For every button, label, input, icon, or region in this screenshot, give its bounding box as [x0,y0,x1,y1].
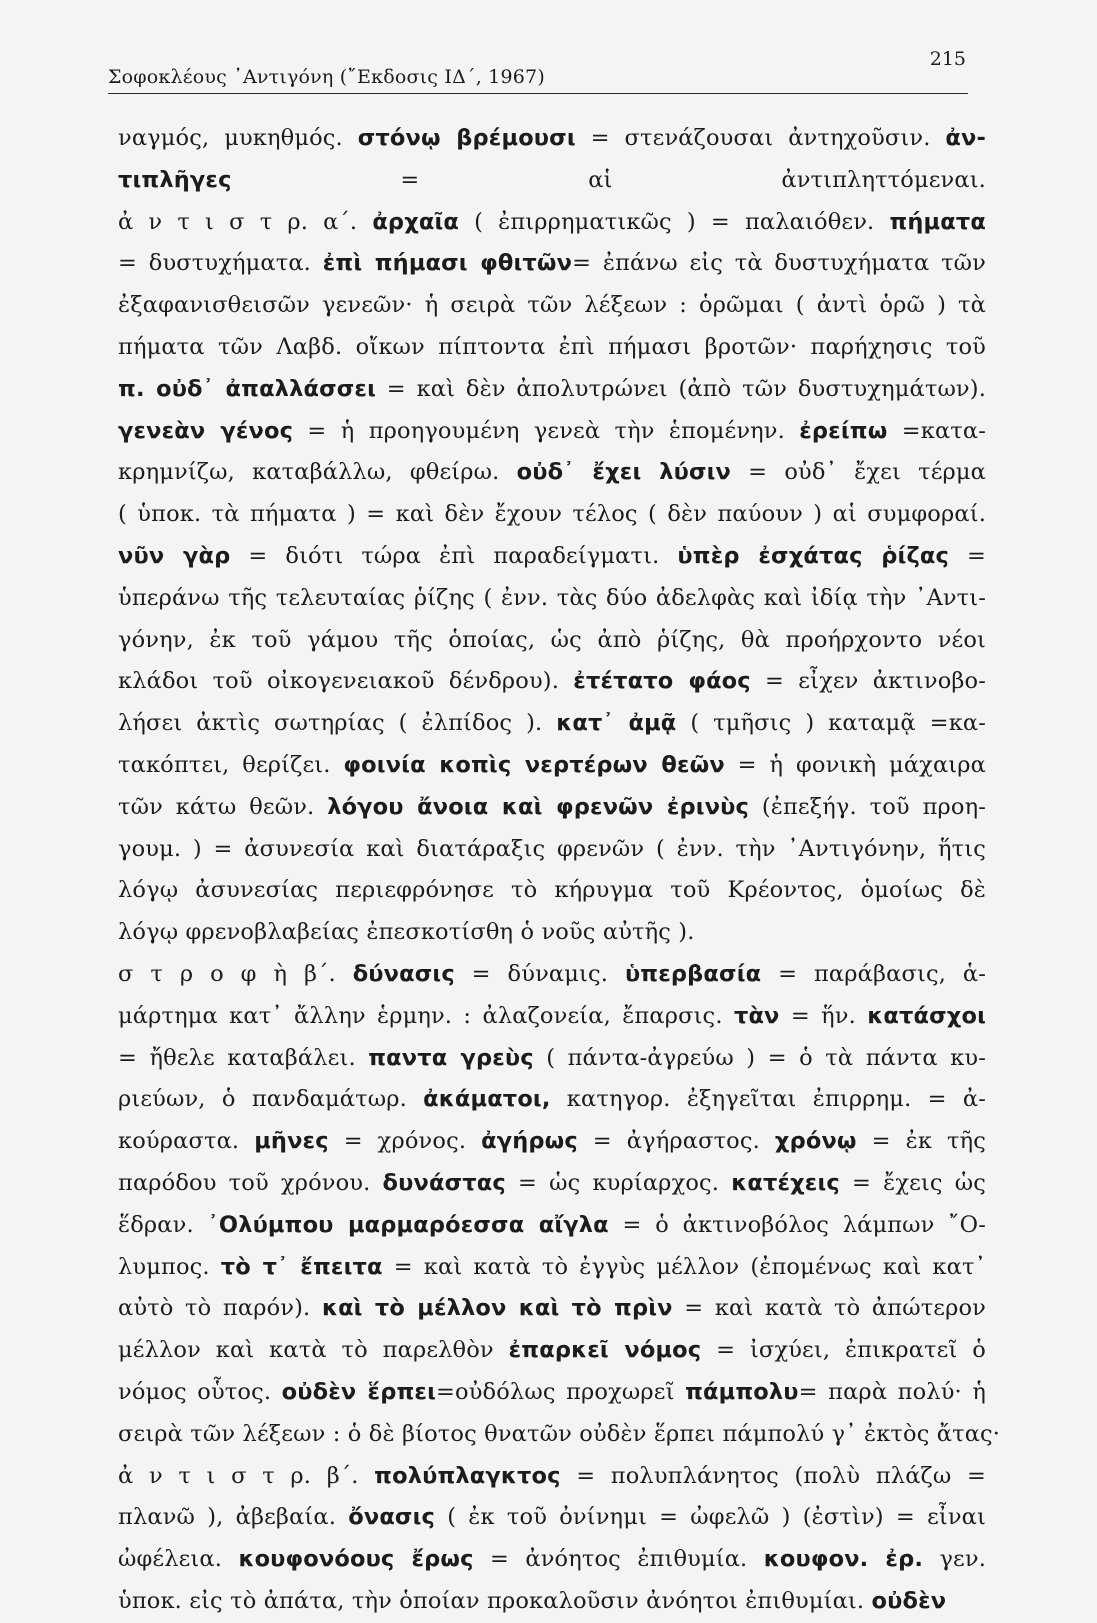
text-run: λόγῳ ἀσυνεσίας περιεφρόνησε τὸ κήρυγμα τοῦ Κρέοντος, ὁμοίως δὲ [118,877,986,904]
text-line [118,243,986,285]
text-line [118,912,986,954]
headword: ἀκάματοι, [423,1086,551,1113]
text-line [118,1414,1001,1456]
text-run: κρημνίζω, καταβάλλω, φθείρω. [118,459,517,486]
text-run: = πολυπλάνητος (πολὺ πλάζω = [560,1462,986,1489]
text-line [118,1079,986,1121]
text-run: ( ἐκ τοῦ ὀνίνημι = ὠφελῶ ) (ἐστὶν) = εἶναι [435,1504,986,1531]
running-header [108,48,968,90]
text-line [118,1372,986,1414]
text-line [118,870,986,912]
text-run: λόγῳ φρενοβλαβείας ἐπεσκοτίσθη ὁ νοῦς αὐτῆς ). [118,919,695,946]
headword: ὑπερβασία [624,960,762,987]
text-run: κατηγορ. ἐξηγεῖται ἐπιρρημ. = ἀ- [550,1086,986,1113]
text-line [118,1121,986,1163]
text-run: = αἱ ἀντιπληττόμεναι. [231,166,986,193]
text-run: ( πάντα-ἀγρεύω ) = ὁ τὰ πάντα κυ- [533,1044,987,1071]
text-run: = ἀγήραστος. [577,1128,775,1155]
headword: δύνασις [352,960,455,987]
text-run: ( ἐπιρρηματικῶς ) = παλαιόθεν. [459,208,890,235]
text-run: πήματα τῶν Λαβδ. οἴκων πίπτοντα ἐπὶ πήμασι βροτῶν· παρήχησις τοῦ [118,333,986,360]
text-run: = ἔχεις ὡς [839,1169,987,1196]
text-run: γουμ. ) = ἀσυνεσία καὶ διατάραξις φρενῶν ( ἐνν. τὴν ᾿Αντιγόνην, ἥτις [118,835,986,862]
headword: πολύπλαγκτος [374,1462,561,1489]
headword: ἐρείπω [799,417,888,444]
text-line [118,118,986,160]
text-line [118,745,986,787]
text-line [118,369,986,411]
commentary-text [118,118,1001,1623]
text-line [118,787,986,829]
text-run: ὑποκ. εἰς τὸ ἀπάτα, τὴν ὁποίαν προκαλοῦσιν ἀνόητοι ἐπιθυμίαι. [118,1587,872,1614]
headword: μῆνες [254,1128,329,1155]
text-run: = ἤθελε καταβάλει. [118,1044,369,1071]
header-rule [108,93,968,94]
headword: ἐτέτατο φάος [573,668,751,695]
text-run: μέλλον καὶ κατὰ τὸ παρελθὸν [118,1337,509,1364]
text-run: (ἐπεξήγ. τοῦ προη- [749,793,986,820]
text-run: = διότι τώρα ἐπὶ παραδείγματι. [230,542,678,569]
text-run: σ τ ρ ο φ ὴ β΄. [118,960,353,987]
text-run: λήσει ἀκτὶς σωτηρίας ( ἐλπίδος ). [118,710,557,737]
text-run: ὑπεράνω τῆς τελευταίας ῥίζης ( ἐνν. τὰς δύο ἀδελφὰς καὶ ἰδίᾳ τὴν ᾿Αντι- [118,584,986,611]
text-line [118,1288,986,1330]
text-line [118,1330,986,1372]
text-run: = ἀνόητος ἐπιθυμία. [473,1546,764,1573]
headword: κουφον. ἐρ. [763,1546,924,1573]
headword: ἀγήρως [481,1128,578,1155]
text-run: = παράβασις, ἁ- [761,960,986,987]
text-run: = οὐδ᾿ ἔχει τέρμα [731,459,986,486]
headword: π. οὐδ᾿ ἀπαλλάσσει [118,375,377,402]
text-line [118,1539,986,1581]
text-run: λυμπος. [118,1253,221,1280]
text-run: νόμος οὗτος. [118,1378,282,1405]
text-run: = δυστυχήματα. [118,250,323,277]
text-run: = εἶχεν ἀκτινοβο- [750,668,986,695]
text-run: ἕδραν. [118,1211,208,1238]
text-run: κούραστα. [118,1128,255,1155]
headword: ἐπαρκεῖ νόμος [508,1337,702,1364]
text-line [118,494,986,536]
text-run: ναγμός, μυκηθμός. [118,125,358,151]
headword: ὑπὲρ ἐσχάτας ῥίζας [677,542,949,569]
headword: φοινία κοπὶς νερτέρων θεῶν [343,751,725,778]
headword: κατάσχοι [867,1002,986,1029]
text-run: = δύναμις. [454,960,625,987]
text-run: = καὶ κατὰ τὸ ἀπώτερον [672,1295,987,1322]
text-line [118,202,986,244]
text-run: = ὁ ἀκτινοβόλος λάμπων ῎Ο- [608,1211,986,1238]
text-line [118,703,986,745]
text-line [118,285,986,327]
text-line [118,1163,986,1205]
text-line [118,954,986,996]
text-run: ἀ ν τ ι σ τ ρ. α΄. [118,208,373,235]
text-line [118,411,986,453]
text-run: = παρὰ πολύ· ἡ [798,1378,986,1405]
text-run: = καὶ δὲν ἀπολυτρώνει (ἀπὸ τῶν δυστυχημάτων). [376,375,986,402]
text-run: = ἡ προηγουμένη γενεὰ τὴν ἑπομένην. [293,417,800,444]
headword: νῦν γὰρ [118,542,231,569]
text-line [118,1581,986,1623]
text-run: = ἐπάνω εἰς τὰ δυστυχήματα τῶν [572,250,987,277]
text-line [118,1038,986,1080]
text-run: =οὐδόλως προχωρεῖ [436,1378,686,1405]
headword: στόνῳ βρέμουσι [357,125,576,151]
headword: τιπλῆγες [118,166,232,193]
text-run: ( τμῆσις ) καταμᾷ =κα- [676,710,986,737]
headword: τὸ τ᾿ ἔπειτα [220,1253,383,1280]
headword: οὐδ᾿ ἔχει λύσιν [516,459,732,486]
text-line [118,452,986,494]
text-run: = ὡς κυρίαρχος. [505,1169,732,1196]
text-run: = ἐκ τῆς [856,1128,987,1155]
text-run: ἀ ν τ ι σ τ ρ. β΄. [118,1462,375,1489]
headword: ἐπὶ πήμασι φθιτῶν [322,250,573,277]
headword: πήματα [889,208,986,235]
page-number: 215 [929,48,966,70]
headword: δυνάστας [382,1169,506,1196]
text-run: τῶν κάτω θεῶν. [118,793,328,820]
headword: ὄνασις [348,1504,436,1531]
headword: παντα γρεὺς [368,1044,534,1071]
text-line [118,1456,986,1498]
headword: ἀρχαῖα [372,208,459,235]
text-run: ὠφέλεια. [118,1546,239,1573]
text-line [118,1497,986,1539]
text-run: ριεύων, ὁ πανδαμάτωρ. [118,1086,424,1113]
text-run: σειρὰ τῶν λέξεων : ὁ δὲ βίοτος θνατῶν οὐδὲν ἕρπει πάμπολύ γ᾿ ἐκτὸς ἄτας· [118,1420,1001,1447]
text-run: ( ὑποκ. τὰ πήματα ) = καὶ δὲν ἔχουν τέλος ( δὲν παύουν ) αἱ συμφοραί. [118,501,986,528]
headword: τὰν [733,1002,780,1029]
headword: οὐδὲν ἕρπει [281,1378,437,1405]
text-run: μάρτημα κατ᾿ ἄλλην ἑρμην. : ἀλαζονεία, ἔπαρσις. [118,1002,734,1029]
text-run: τακόπτει, θερίζει. [118,751,344,778]
headword: οὐδὲν [871,1587,947,1614]
text-run: γεν. [923,1546,986,1573]
text-line [118,578,986,620]
text-run: =κατα- [887,417,986,444]
headword: καὶ τὸ μέλλον καὶ τὸ πρὶν [321,1295,673,1322]
text-line [118,1247,986,1289]
headword: χρόνῳ [774,1128,857,1155]
text-line [118,1205,986,1247]
text-line [118,620,986,662]
text-run: = καὶ κατὰ τὸ ἐγγὺς μέλλον (ἐπομένως καὶ κατ᾿ [382,1253,986,1280]
text-run: = χρόνος. [328,1128,482,1155]
running-title: Σοφοκλέους ᾿Αντιγόνη (῎Εκδοσις ΙΔ΄, 1967) [108,66,545,88]
text-line [118,536,986,578]
text-run: πλανῶ ), ἀβεβαία. [118,1504,349,1531]
text-run: = στενάζουσαι ἀντηχοῦσιν. [575,125,946,151]
text-line [118,996,986,1038]
headword: ᾿Ολύμπου μαρμαρόεσσα αἴγλα [207,1211,609,1238]
headword: ἀν- [945,125,986,151]
text-line [118,327,986,369]
text-run: κλάδοι τοῦ οἰκογενειακοῦ δένδρου). [118,668,574,695]
text-line [118,160,986,202]
text-run: αὐτὸ τὸ παρόν). [118,1295,322,1322]
text-run: ἐξαφανισθεισῶν γενεῶν· ἡ σειρὰ τῶν λέξεων : ὁρῶμαι ( ἀντὶ ὁρῶ ) τὰ [118,292,986,319]
headword: πάμπολυ [685,1378,799,1405]
headword: κατ᾿ ἀμᾷ [556,710,677,737]
text-run: = ἰσχύει, ἐπικρατεῖ ὁ [701,1337,986,1364]
headword: γενεὰν γένος [118,417,294,444]
headword: κατέχεις [731,1169,840,1196]
headword: λόγου ἄνοια καὶ φρενῶν ἐρινὺς [327,793,750,820]
text-run: = ἥν. [779,1002,868,1029]
text-run: γόνην, ἐκ τοῦ γάμου τῆς ὁποίας, ὡς ἀπὸ ῥίζης, θὰ προήρχοντο νέοι [118,626,986,653]
text-line [118,661,986,703]
text-run: = [948,542,987,569]
headword: κουφονόους ἔρως [238,1546,474,1573]
text-run: = ἡ φονικὴ μάχαιρα [724,751,986,778]
text-line [118,829,986,871]
text-run: παρόδου τοῦ χρόνου. [118,1169,383,1196]
